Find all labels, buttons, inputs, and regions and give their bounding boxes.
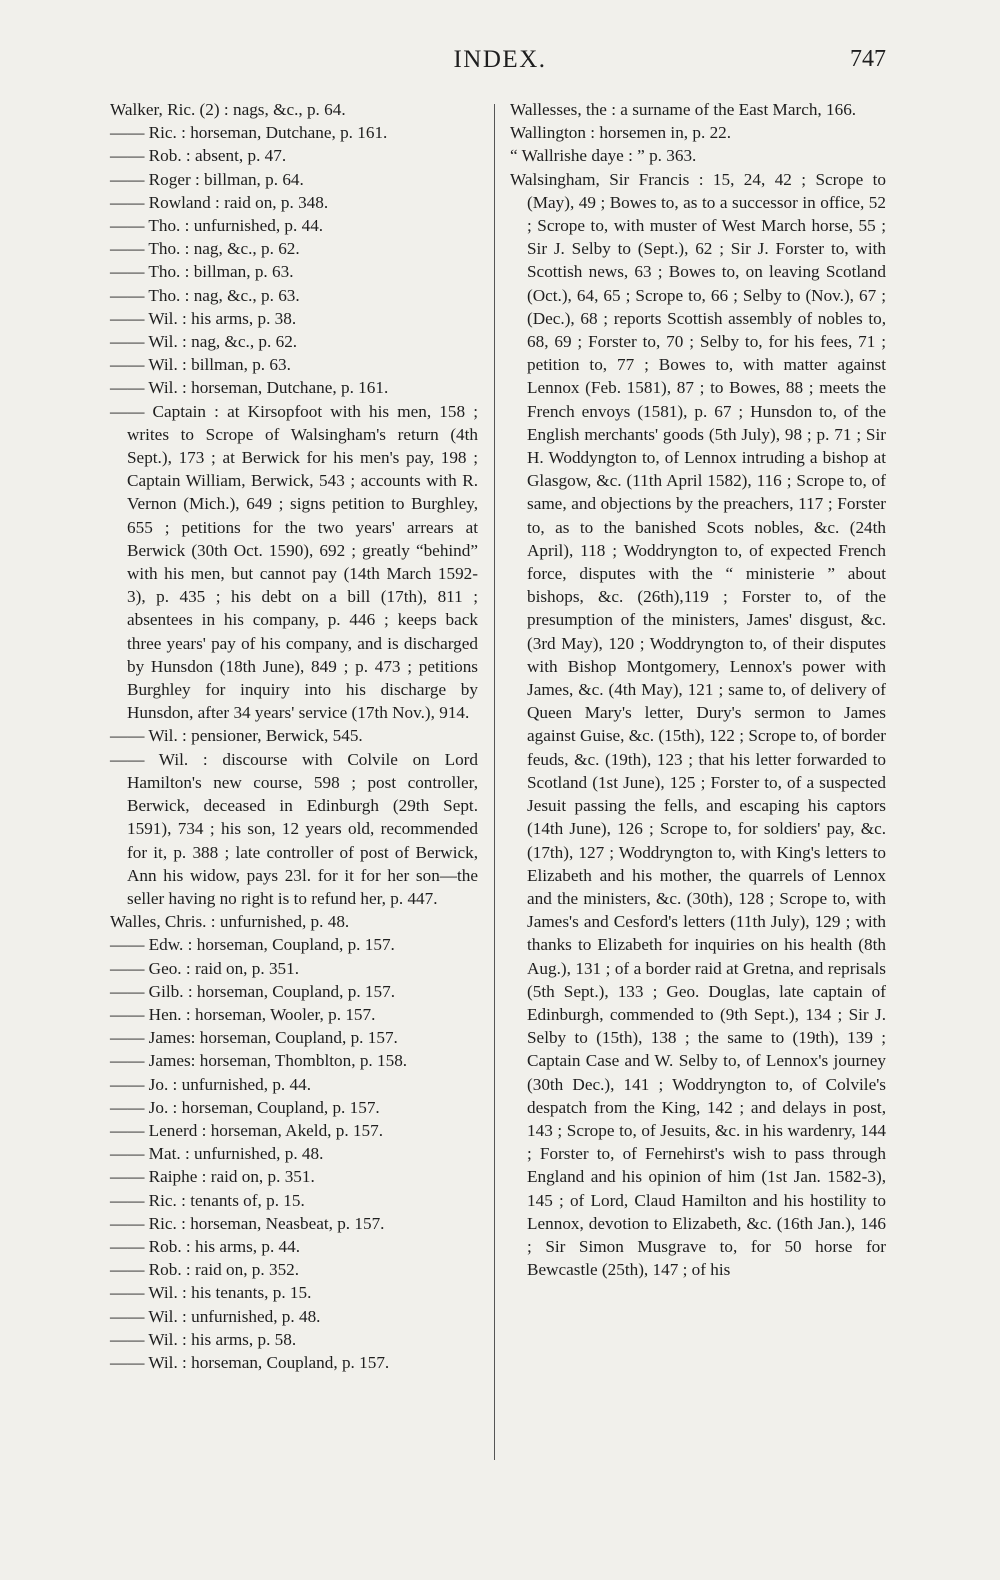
index-entry: Wallington : horsemen in, p. 22.: [510, 123, 732, 143]
index-entry: —— Wil. : his arms, p. 38.: [110, 308, 297, 328]
index-entry: —— Jo. : unfurnished, p. 44.: [110, 1074, 311, 1094]
index-entry: —— Jo. : horseman, Coupland, p. 157.: [110, 1097, 380, 1117]
index-entry: —— Wil. : unfurnished, p. 48.: [110, 1306, 321, 1326]
index-entry: —— Rob. : absent, p. 47.: [110, 146, 287, 166]
index-entry: —— Ric. : tenants of, p. 15.: [110, 1190, 305, 1210]
index-entry: Walker, Ric. (2) : nags, &c., p. 64.: [110, 100, 346, 119]
index-entry: —— Rob. : raid on, p. 352.: [110, 1260, 300, 1280]
index-entry: —— Wil. : nag, &c., p. 62.: [110, 332, 298, 352]
index-entry: —— Gilb. : horseman, Coupland, p. 157.: [110, 981, 396, 1001]
index-entry: —— Ric. : horseman, Dutchane, p. 161.: [110, 123, 388, 143]
index-entry: —— Wil. : horseman, Dutchane, p. 161.: [110, 378, 389, 398]
index-entry: —— Tho. : nag, &c., p. 62.: [110, 239, 300, 259]
index-entry: —— Wil. : his tenants, p. 15.: [110, 1283, 312, 1303]
index-entry: “ Wallrishe daye : ” p. 363.: [510, 146, 697, 166]
index-entry: —— Roger : billman, p. 64.: [110, 169, 304, 189]
index-entry: —— Tho. : billman, p. 63.: [110, 262, 294, 282]
index-entry: —— Hen. : horseman, Wooler, p. 157.: [110, 1004, 376, 1024]
index-entry: —— Wil. : discourse with Colvile on Lord Hamilton's new course, 598 ; post controller, Berwick, deceased in Edinburgh (29th Sept. 1591), 734 ; his son, 12 years old, recommended for it, p. 388 ; late controller of post of Berwick, Ann his widow, pays 23l. for it for her son—the seller having no right is to refund her, p. 447.: [110, 749, 478, 908]
index-entry: —— Geo. : raid on, p. 351.: [110, 958, 300, 978]
index-entry: —— Rob. : his arms, p. 44.: [110, 1236, 301, 1256]
index-entry: —— Ric. : horseman, Neasbeat, p. 157.: [110, 1213, 385, 1233]
right-column: [510, 98, 886, 1281]
index-entry: —— James: horseman, Thomblton, p. 158.: [110, 1051, 408, 1071]
index-entry: —— Tho. : nag, &c., p. 63.: [110, 285, 300, 305]
index-entry: —— Wil. : billman, p. 63.: [110, 355, 291, 375]
index-entry: —— Captain : at Kirsopfoot with his men, 158 ; writes to Scrope of Walsingham's return (4th Sept.), 173 ; at Berwick for his men's pay, 198 ; Captain William, Berwick, 543 ; accounts with R. Vernon (Mich.), 649 ; signs petition to Burghley, 655 ; petitions for the two years' arrears at Berwick (30th Oct. 1590), 692 ; greatly “behind” with his men, but cannot pay (14th March 1592-3), p. 435 ; his debt on a bill (17th), 811 ; absentees in his company, p. 446 ; keeps back three years' pay of his company, and is discharged by Hunsdon (18th June), 849 ; p. 473 ; petitions Burghley for inquiry into his discharge by Hunsdon, after 34 years' service (17th Nov.), 914.: [110, 401, 478, 723]
index-entry: —— James: horseman, Coupland, p. 157.: [110, 1028, 398, 1048]
index-entry: Walsingham, Sir Francis : 15, 24, 42 ; Scrope to (May), 49 ; Bowes to, as to a successor in office, 52 ; Scrope to, with muster of West March horse, 55 ; Sir J. Selby to (Sept.), 62 ; Sir J. Forster to, with Scottish news, 63 ; Bowes to, on leaving Scotland (Oct.), 64, 65 ; Scrope to, 66 ; Selby to (Nov.), 67 ; (Dec.), 68 ; reports Scottish assembly of nobles to, 68, 69 ; Forster to, 70 ; Selby to, for his fees, 71 ; petition to, 77 ; Bowes to, with matter against Lennox (Feb. 1581), 87 ; to Bowes, 88 ; meets the French envoys (1581), p. 67 ; Hunsdon to, of the English merchants' goods (5th July), 98 ; p. 71 ; Sir H. Woddyngton to, of Lennox intruding a bishop at Glasgow, &c. (11th April 1582), 116 ; Scrope to, of same, and objections by the preachers, 117 ; Forster to, as to the banished Scots nobles, &c. (24th April), 118 ; Woddryngton to, of expected French force, disputes with the “ ministerie ” about bishops, &c. (26th),119 ; Forster to, of the presumption of the ministers, James' disgust, &c. (3rd May), 120 ; Woddryngton to, of their disputes with Bishop Montgomery, Lennox's power with James, &c. (4th May), 121 ; same to, of delivery of Queen Mary's letter, Dury's sermon to James against Guise, &c. (15th), 122 ; Scrope to, of border feuds, &c. (19th), 123 ; that his letter forwarded to Scotland (1st June), 125 ; Forster to, of a suspected Jesuit passing the fells, and escaping his captors (14th June), 126 ; Scrope to, for soldiers' pay, &c. (17th), 127 ; Woddryngton to, with King's letters to Elizabeth and his mother, the quarrels of Lennox and the ministers, &c. (30th), 128 ; Scrope to, with James's and Cesford's letters (11th July), 129 ; with thanks to Elizabeth for inquiries on his health (8th Aug.), 131 ; of a border raid at Gretna, and reprisals (5th Sept.), 133 ; Geo. Douglas, late captain of Edinburgh, commended to (9th Sept.), 134 ; Sir J. Selby to (15th), 138 ; the same to (19th), 139 ; Captain Case and W. Selby to, of Lennox's journey (30th Dec.), 141 ; Woddryngton to, of Colvile's despatch from the King, 142 ; and delays in post, 143 ; Scrope to, of Jesuits, &c. in his wardenry, 144 ; Forster to, of Fernehirst's wish to pass through England and his opinion of him (1st Jan. 1582-3), 145 ; of Lord, Claud Hamilton and his hostility to Lennox, devotion to Elizabeth, &c. (16th Jan.), 146 ; Sir Simon Musgrave to, for 50 horse for Bewcastle (25th), 147 ; of his: [510, 169, 886, 1280]
index-entry: —— Edw. : horseman, Coupland, p. 157.: [110, 935, 395, 955]
index-entry: —— Tho. : unfurnished, p. 44.: [110, 216, 324, 236]
index-entry: —— Raiphe : raid on, p. 351.: [110, 1167, 315, 1187]
page-number: 747: [850, 46, 886, 72]
column-divider: [494, 104, 495, 1460]
index-entry: —— Rowland : raid on, p. 348.: [110, 192, 329, 212]
index-entry: —— Mat. : unfurnished, p. 48.: [110, 1144, 324, 1164]
index-entry: —— Lenerd : horseman, Akeld, p. 157.: [110, 1120, 384, 1140]
index-entry: Wallesses, the : a surname of the East March, 166.: [510, 100, 857, 119]
index-entry: —— Wil. : horseman, Coupland, p. 157.: [110, 1352, 390, 1372]
index-entry: Walles, Chris. : unfurnished, p. 48.: [110, 912, 350, 932]
page-title: INDEX.: [453, 46, 547, 73]
index-entry: —— Wil. : pensioner, Berwick, 545.: [110, 726, 363, 746]
left-column: [110, 98, 478, 1374]
index-entry: —— Wil. : his arms, p. 58.: [110, 1329, 297, 1349]
